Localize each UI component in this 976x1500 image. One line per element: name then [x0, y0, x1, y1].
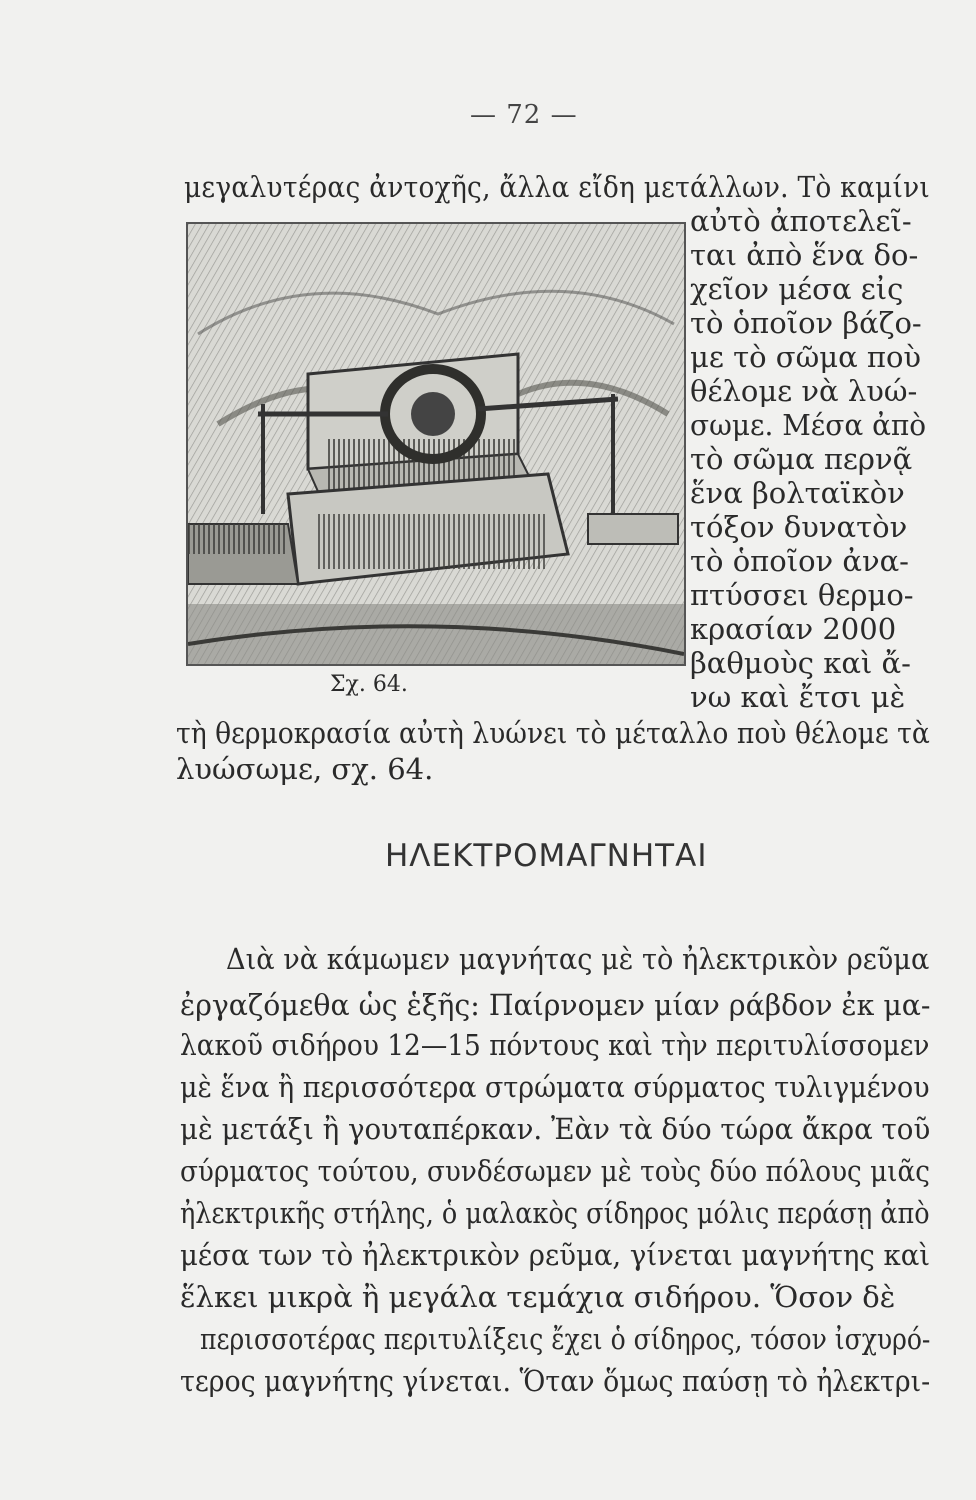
text-line: χεῖον μέσα εἰς	[690, 272, 904, 306]
text-line: μεγαλυτέρας ἀντοχῆς, ἄλλα εἴδη μετάλλων. Τὸ καμίνι	[184, 170, 931, 204]
text-line: τὸ ὁποῖον ἀνα-	[690, 544, 909, 578]
paragraph-line: μὲ ἕνα ἢ περισσότερα στρώματα σύρματος τυλιγμένου	[180, 1070, 930, 1104]
text-line: κρασίαν 2000	[690, 612, 897, 646]
text-line: με τὸ σῶμα ποὺ	[690, 340, 922, 374]
text-line: τόξον δυνατὸν	[690, 510, 908, 544]
page-number: — 72 —	[470, 100, 578, 130]
text-line: ται ἀπὸ ἕνα δο-	[690, 238, 919, 272]
text-line: αὐτὸ ἀποτελεῖ-	[690, 204, 912, 238]
paragraph-line: Διὰ νὰ κάμωμεν μαγνήτας μὲ τὸ ἠλεκτρικὸν ρεῦμα	[226, 942, 930, 976]
text-line: τὴ θερμοκρασία αὐτὴ λυώνει τὸ μέταλλο ποὺ θέλομε τὰ	[176, 716, 930, 750]
text-line: σωμε. Μέσα ἀπὸ	[690, 408, 927, 442]
figure-caption: Σχ. 64.	[330, 672, 408, 697]
text-line: λυώσωμε, σχ. 64.	[176, 752, 434, 786]
text-line: νω καὶ ἔτσι μὲ	[690, 680, 906, 714]
paragraph-line: λακοῦ σιδήρου 12—15 πόντους καὶ τὴν περιτυλίσσομεν	[180, 1028, 930, 1062]
text-line: τὸ ὁποῖον βάζο-	[690, 306, 922, 340]
section-heading: ΗΛΕΚΤΡΟΜΑΓΝΗΤΑΙ	[385, 838, 708, 874]
paragraph-line: μὲ μετάξι ἢ γουταπέρκαν. Ἐὰν τὰ δύο τώρα ἄκρα τοῦ	[180, 1112, 931, 1146]
arc-furnace-illustration	[186, 222, 686, 666]
paragraph-line: ἠλεκτρικῆς στήλης, ὁ μαλακὸς σίδηρος μόλις περάσῃ ἀπὸ	[180, 1196, 930, 1230]
right-column-text	[690, 204, 927, 714]
paragraph-line: μέσα των τὸ ἠλεκτρικὸν ρεῦμα, γίνεται μαγνήτης καὶ	[180, 1238, 931, 1272]
paragraph-line: ἕλκει μικρὰ ἢ μεγάλα τεμάχια σιδήρου. Ὅσον δὲ	[180, 1280, 896, 1314]
text-line: πτύσσει θερμο-	[690, 578, 914, 612]
text-line: ἕνα βολταϊκὸν	[690, 476, 905, 510]
furnace-drawing	[188, 224, 684, 664]
text-line: βαθμοὺς καὶ ἄ-	[690, 646, 911, 680]
paragraph-line: τερος μαγνήτης γίνεται. Ὅταν ὅμως παύσῃ τὸ ἠλεκτρι-	[180, 1364, 931, 1398]
text-line: θέλομε νὰ λυώ-	[690, 374, 918, 408]
text-line: τὸ σῶμα περνᾷ	[690, 442, 913, 476]
paragraph-line: περισσοτέρας περιτυλίξεις ἔχει ὁ σίδηρος, τόσον ἰσχυρό-	[200, 1322, 931, 1356]
paragraph-line: σύρματος τούτου, συνδέσωμεν μὲ τοὺς δύο πόλους μιᾶς	[180, 1154, 930, 1188]
paragraph-line: ἐργαζόμεθα ὡς ἑξῆς: Παίρνομεν μίαν ράβδον ἐκ μα-	[180, 988, 931, 1022]
